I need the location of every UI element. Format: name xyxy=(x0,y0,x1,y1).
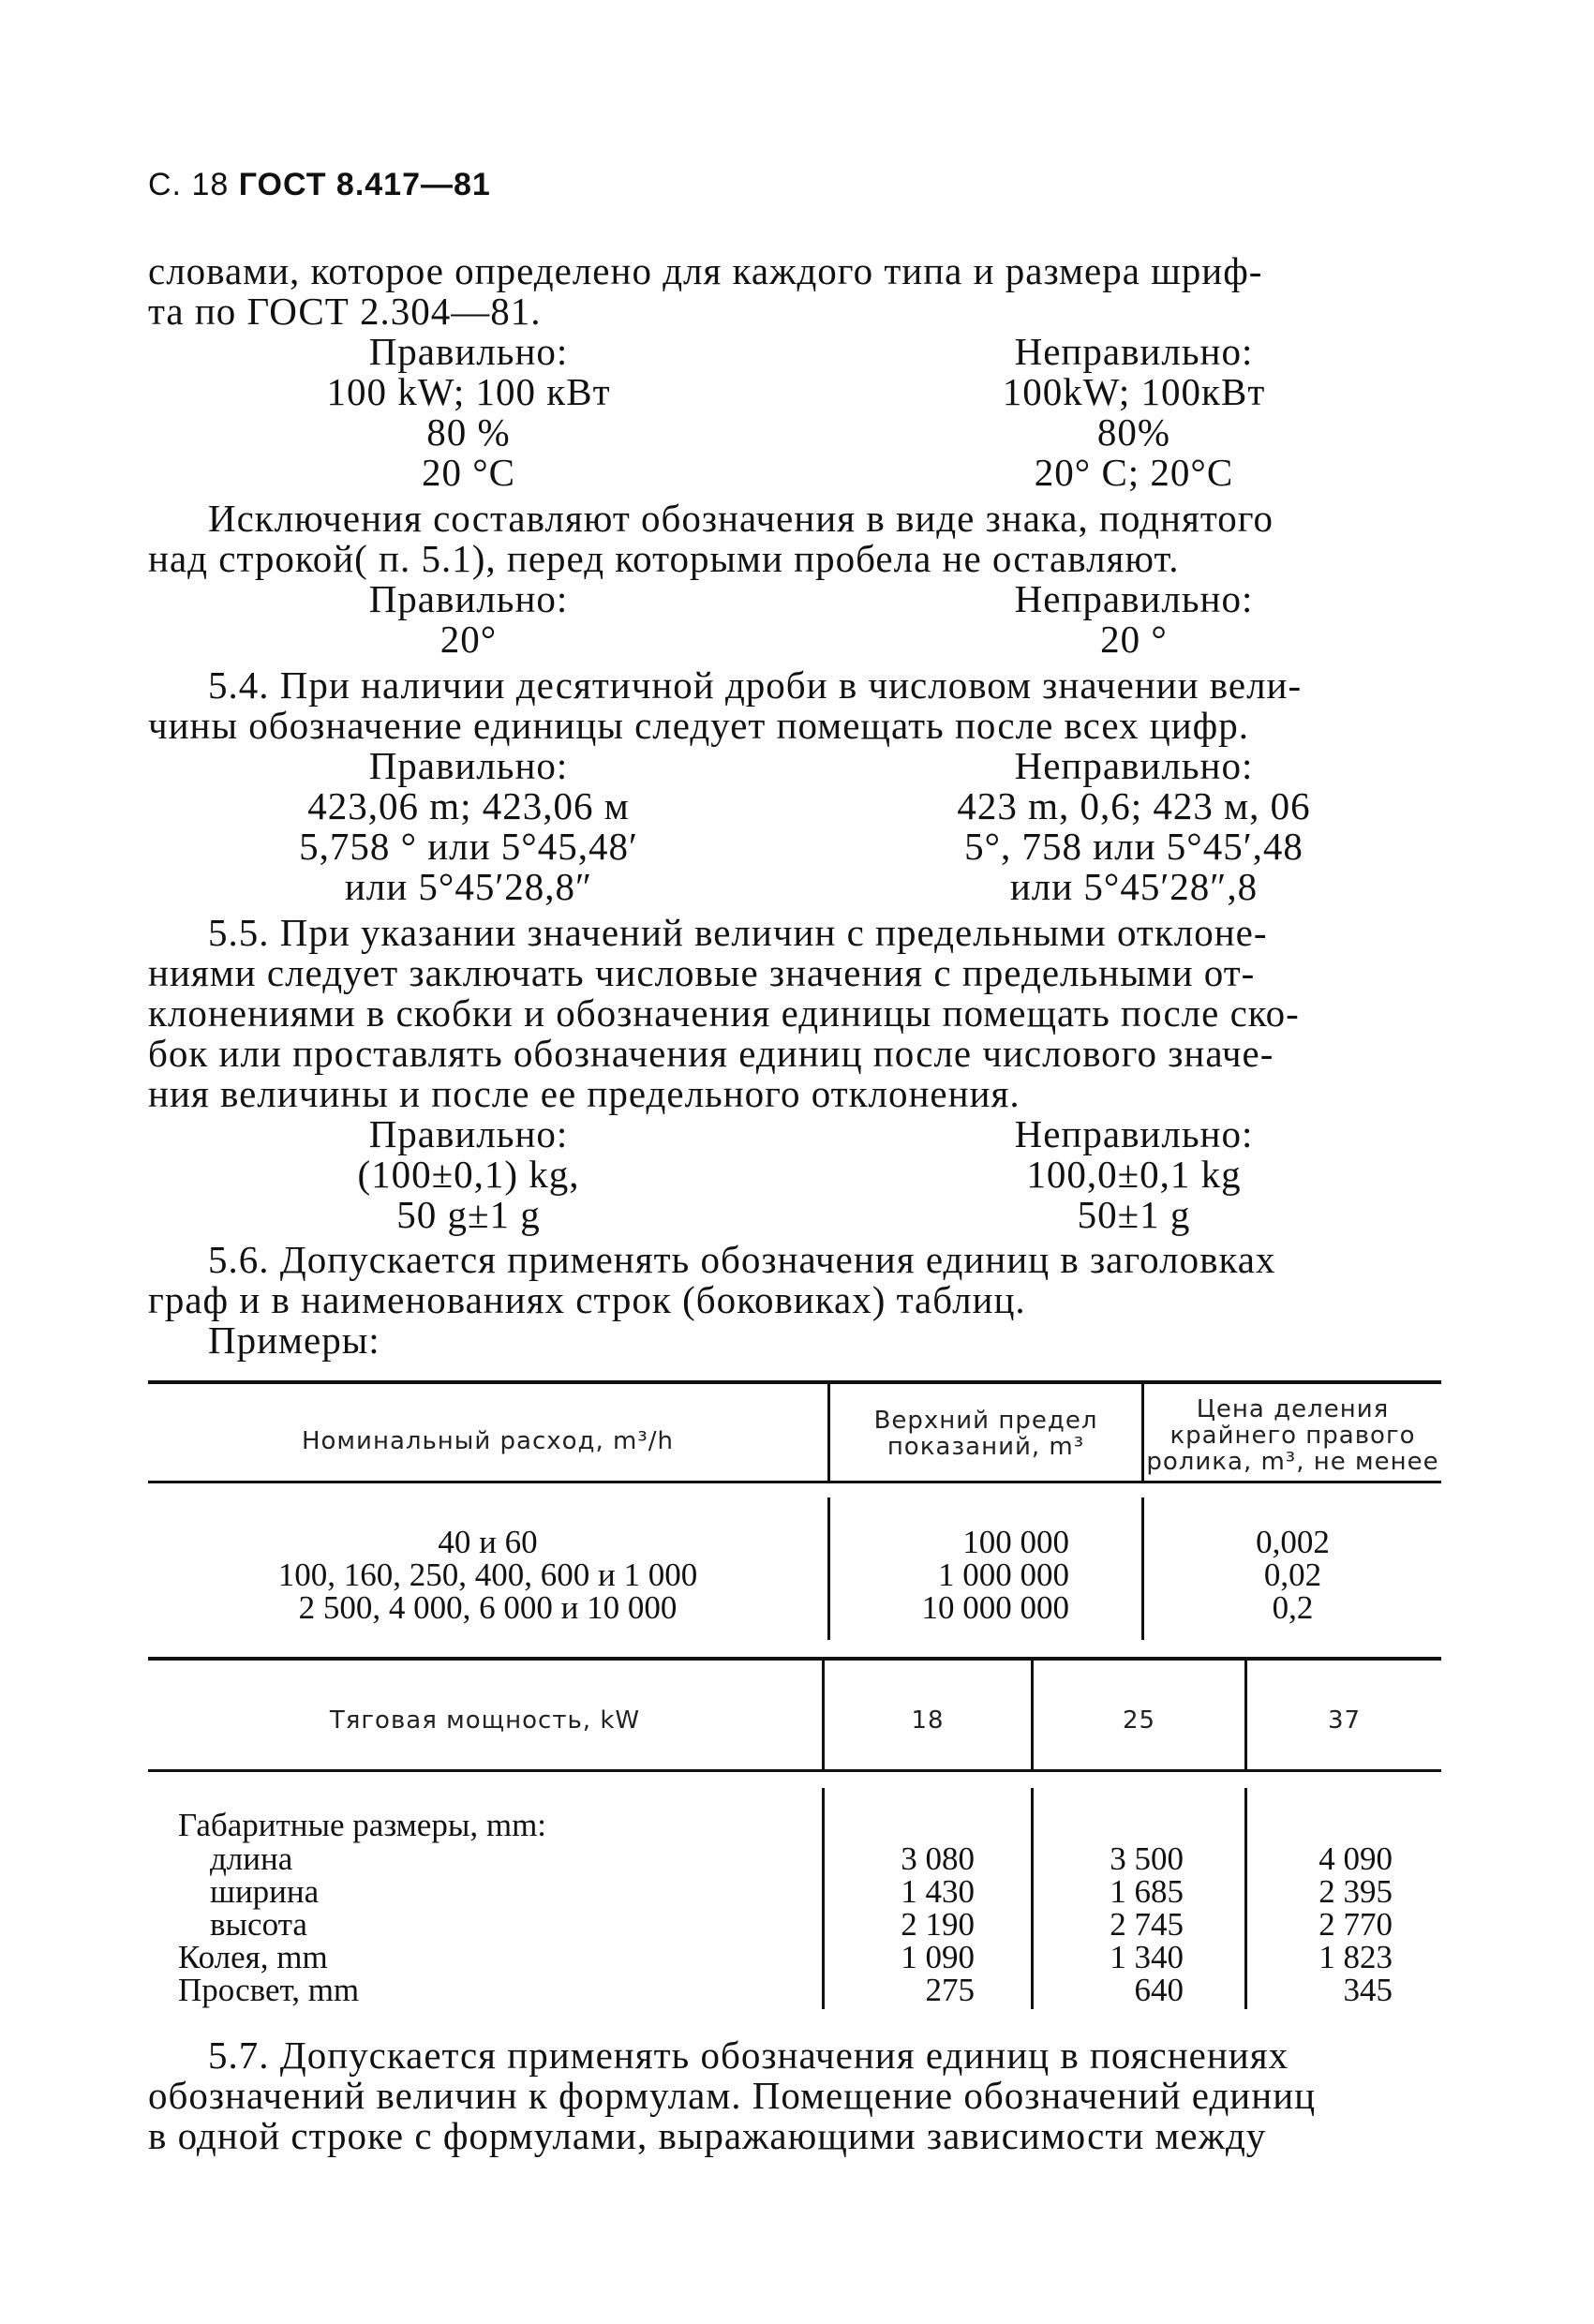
correct-example: 20 °C xyxy=(422,451,515,494)
table-cell: 2 190 xyxy=(901,1906,975,1943)
section-5-7-line-3: в одной строке с формулами, выражающими зависимости между xyxy=(148,2114,1267,2157)
section-5-5-line-2: ниями следует заключать числовые значения с предельными от- xyxy=(148,951,1256,994)
table-cell: 10 000 000 xyxy=(921,1589,1069,1626)
table-cell: 2 500, 4 000, 6 000 и 10 000 xyxy=(298,1589,678,1626)
table-header-rule xyxy=(148,1481,1441,1483)
table-cell: 2 395 xyxy=(1318,1873,1393,1910)
table-cell: 0,002 xyxy=(1256,1524,1330,1560)
table-header-cell: 18 xyxy=(911,1706,945,1735)
header-line: Цена деления xyxy=(1196,1395,1390,1423)
incorrect-example: или 5°45′28″,8 xyxy=(1009,865,1259,908)
section-5-5-line-4: бок или проставлять обозначения единиц после числового значе- xyxy=(148,1032,1274,1075)
section-5-4-line-2: чины обозначение единицы следует помещать после всех цифр. xyxy=(148,704,1249,747)
table-cell: 1 430 xyxy=(901,1873,975,1910)
table-cell: 2 770 xyxy=(1318,1906,1393,1943)
header-line: крайнего правого xyxy=(1169,1422,1416,1450)
table-cell: 1 000 000 xyxy=(938,1557,1069,1593)
table-cell: 40 и 60 xyxy=(438,1524,538,1560)
incorrect-label: Неправильно: xyxy=(1014,744,1254,787)
incorrect-example: 80% xyxy=(1096,410,1171,454)
correct-example: 423,06 m; 423,06 м xyxy=(307,784,630,827)
exceptions-line-2: над строкой( п. 5.1), перед которыми пробела не оставляют. xyxy=(148,537,1180,580)
correct-label: Правильно: xyxy=(368,330,569,373)
header-line: ролика, m³, не менее xyxy=(1146,1448,1439,1476)
section-5-5-line-1: 5.5. При указании значений величин с предельными отклоне- xyxy=(208,911,1268,954)
correct-example: или 5°45′28,8″ xyxy=(344,865,593,908)
correct-label: Правильно: xyxy=(368,1112,569,1155)
table-top-rule xyxy=(148,1380,1441,1384)
table-header-cell xyxy=(1144,1396,1441,1475)
table-row-label: ширина xyxy=(210,1873,320,1910)
header-line: показаний, m³ xyxy=(886,1433,1085,1461)
incorrect-label: Неправильно: xyxy=(1014,577,1254,620)
section-5-4-line-1: 5.4. При наличии десятичной дроби в числовом значении вели- xyxy=(208,663,1303,707)
intro-line-1: словами, которое определено для каждого типа и размера шриф- xyxy=(148,249,1263,292)
table-header-cell: 37 xyxy=(1327,1706,1362,1735)
section-5-5-line-5: ния величины и после ее предельного отклонения. xyxy=(148,1072,1020,1115)
correct-example: 100 kW; 100 кВт xyxy=(326,370,611,413)
incorrect-example: 5°, 758 или 5°45′,48 xyxy=(964,825,1304,868)
table-header-cell: 25 xyxy=(1122,1706,1156,1735)
table-row-label: длина xyxy=(210,1840,293,1877)
section-5-7-line-1: 5.7. Допускается применять обозначения единиц в пояснениях xyxy=(208,2034,1289,2077)
table-top-rule xyxy=(148,1657,1441,1661)
table-group-label: Габаритные размеры, mm: xyxy=(178,1807,547,1843)
table-cell: 1 340 xyxy=(1110,1939,1184,1975)
table-cell: 3 080 xyxy=(901,1840,975,1877)
correct-example: 50 g±1 g xyxy=(396,1193,541,1236)
correct-example: 20° xyxy=(439,618,498,661)
standard-number: ГОСТ 8.417—81 xyxy=(238,167,491,202)
table-row-label: высота xyxy=(210,1906,307,1943)
table-header-cell: Тяговая мощность, kW xyxy=(329,1706,641,1735)
intro-line-2: та по ГОСТ 2.304—81. xyxy=(148,290,542,333)
table-cell: 1 090 xyxy=(901,1939,975,1975)
table-header-cell xyxy=(830,1408,1141,1460)
correct-label: Правильно: xyxy=(368,744,569,787)
incorrect-example: 100,0±0,1 kg xyxy=(1026,1153,1242,1196)
table-cell: 100, 160, 250, 400, 600 и 1 000 xyxy=(277,1557,698,1593)
table-cell: 3 500 xyxy=(1110,1840,1184,1877)
correct-example: 80 % xyxy=(426,410,511,454)
table-cell: 100 000 xyxy=(962,1524,1069,1560)
section-5-6-line-2: граф и в наименованиях строк (боковиках) таблиц. xyxy=(148,1278,1026,1321)
table-cell: 640 xyxy=(1134,1972,1184,2008)
incorrect-label: Неправильно: xyxy=(1014,330,1254,373)
table-cell: 1 685 xyxy=(1110,1873,1184,1910)
table-cell: 345 xyxy=(1343,1972,1393,2008)
exceptions-line-1: Исключения составляют обозначения в виде знака, поднятого xyxy=(208,497,1274,540)
section-5-5-line-3: клонениями в скобки и обозначения единицы помещать после ско- xyxy=(148,991,1300,1035)
table-row-label: Просвет, mm xyxy=(178,1972,360,2008)
section-5-7-line-2: обозначений величин к формулам. Помещение обозначений единиц xyxy=(148,2074,1317,2117)
incorrect-example: 20 ° xyxy=(1100,618,1168,661)
table-cell: 4 090 xyxy=(1318,1840,1393,1877)
incorrect-example: 100kW; 100кВт xyxy=(1002,370,1266,413)
table-cell: 2 745 xyxy=(1110,1906,1184,1943)
correct-label: Правильно: xyxy=(368,577,569,620)
table-row-label: Колея, mm xyxy=(178,1939,328,1975)
page-number: С. 18 xyxy=(148,167,230,202)
page-header xyxy=(148,167,491,203)
correct-example: (100±0,1) kg, xyxy=(357,1153,580,1196)
table-cell: 0,2 xyxy=(1272,1589,1314,1626)
incorrect-example: 50±1 g xyxy=(1077,1193,1191,1236)
incorrect-example: 423 m, 0,6; 423 м, 06 xyxy=(957,784,1311,827)
examples-label: Примеры: xyxy=(208,1318,380,1362)
correct-example: 5,758 ° или 5°45,48′ xyxy=(299,825,638,868)
table-cell: 1 823 xyxy=(1318,1939,1393,1975)
header-line: Верхний предел xyxy=(873,1407,1098,1435)
incorrect-example: 20° C; 20°C xyxy=(1034,451,1234,494)
section-5-6-line-1: 5.6. Допускается применять обозначения единиц в заголовках xyxy=(208,1238,1276,1281)
table-cell: 0,02 xyxy=(1263,1557,1322,1593)
table-cell: 275 xyxy=(925,1972,975,2008)
table-header-cell: Номинальный расход, m³/h xyxy=(301,1427,675,1455)
table-header-rule xyxy=(148,1769,1441,1772)
incorrect-label: Неправильно: xyxy=(1014,1112,1254,1155)
